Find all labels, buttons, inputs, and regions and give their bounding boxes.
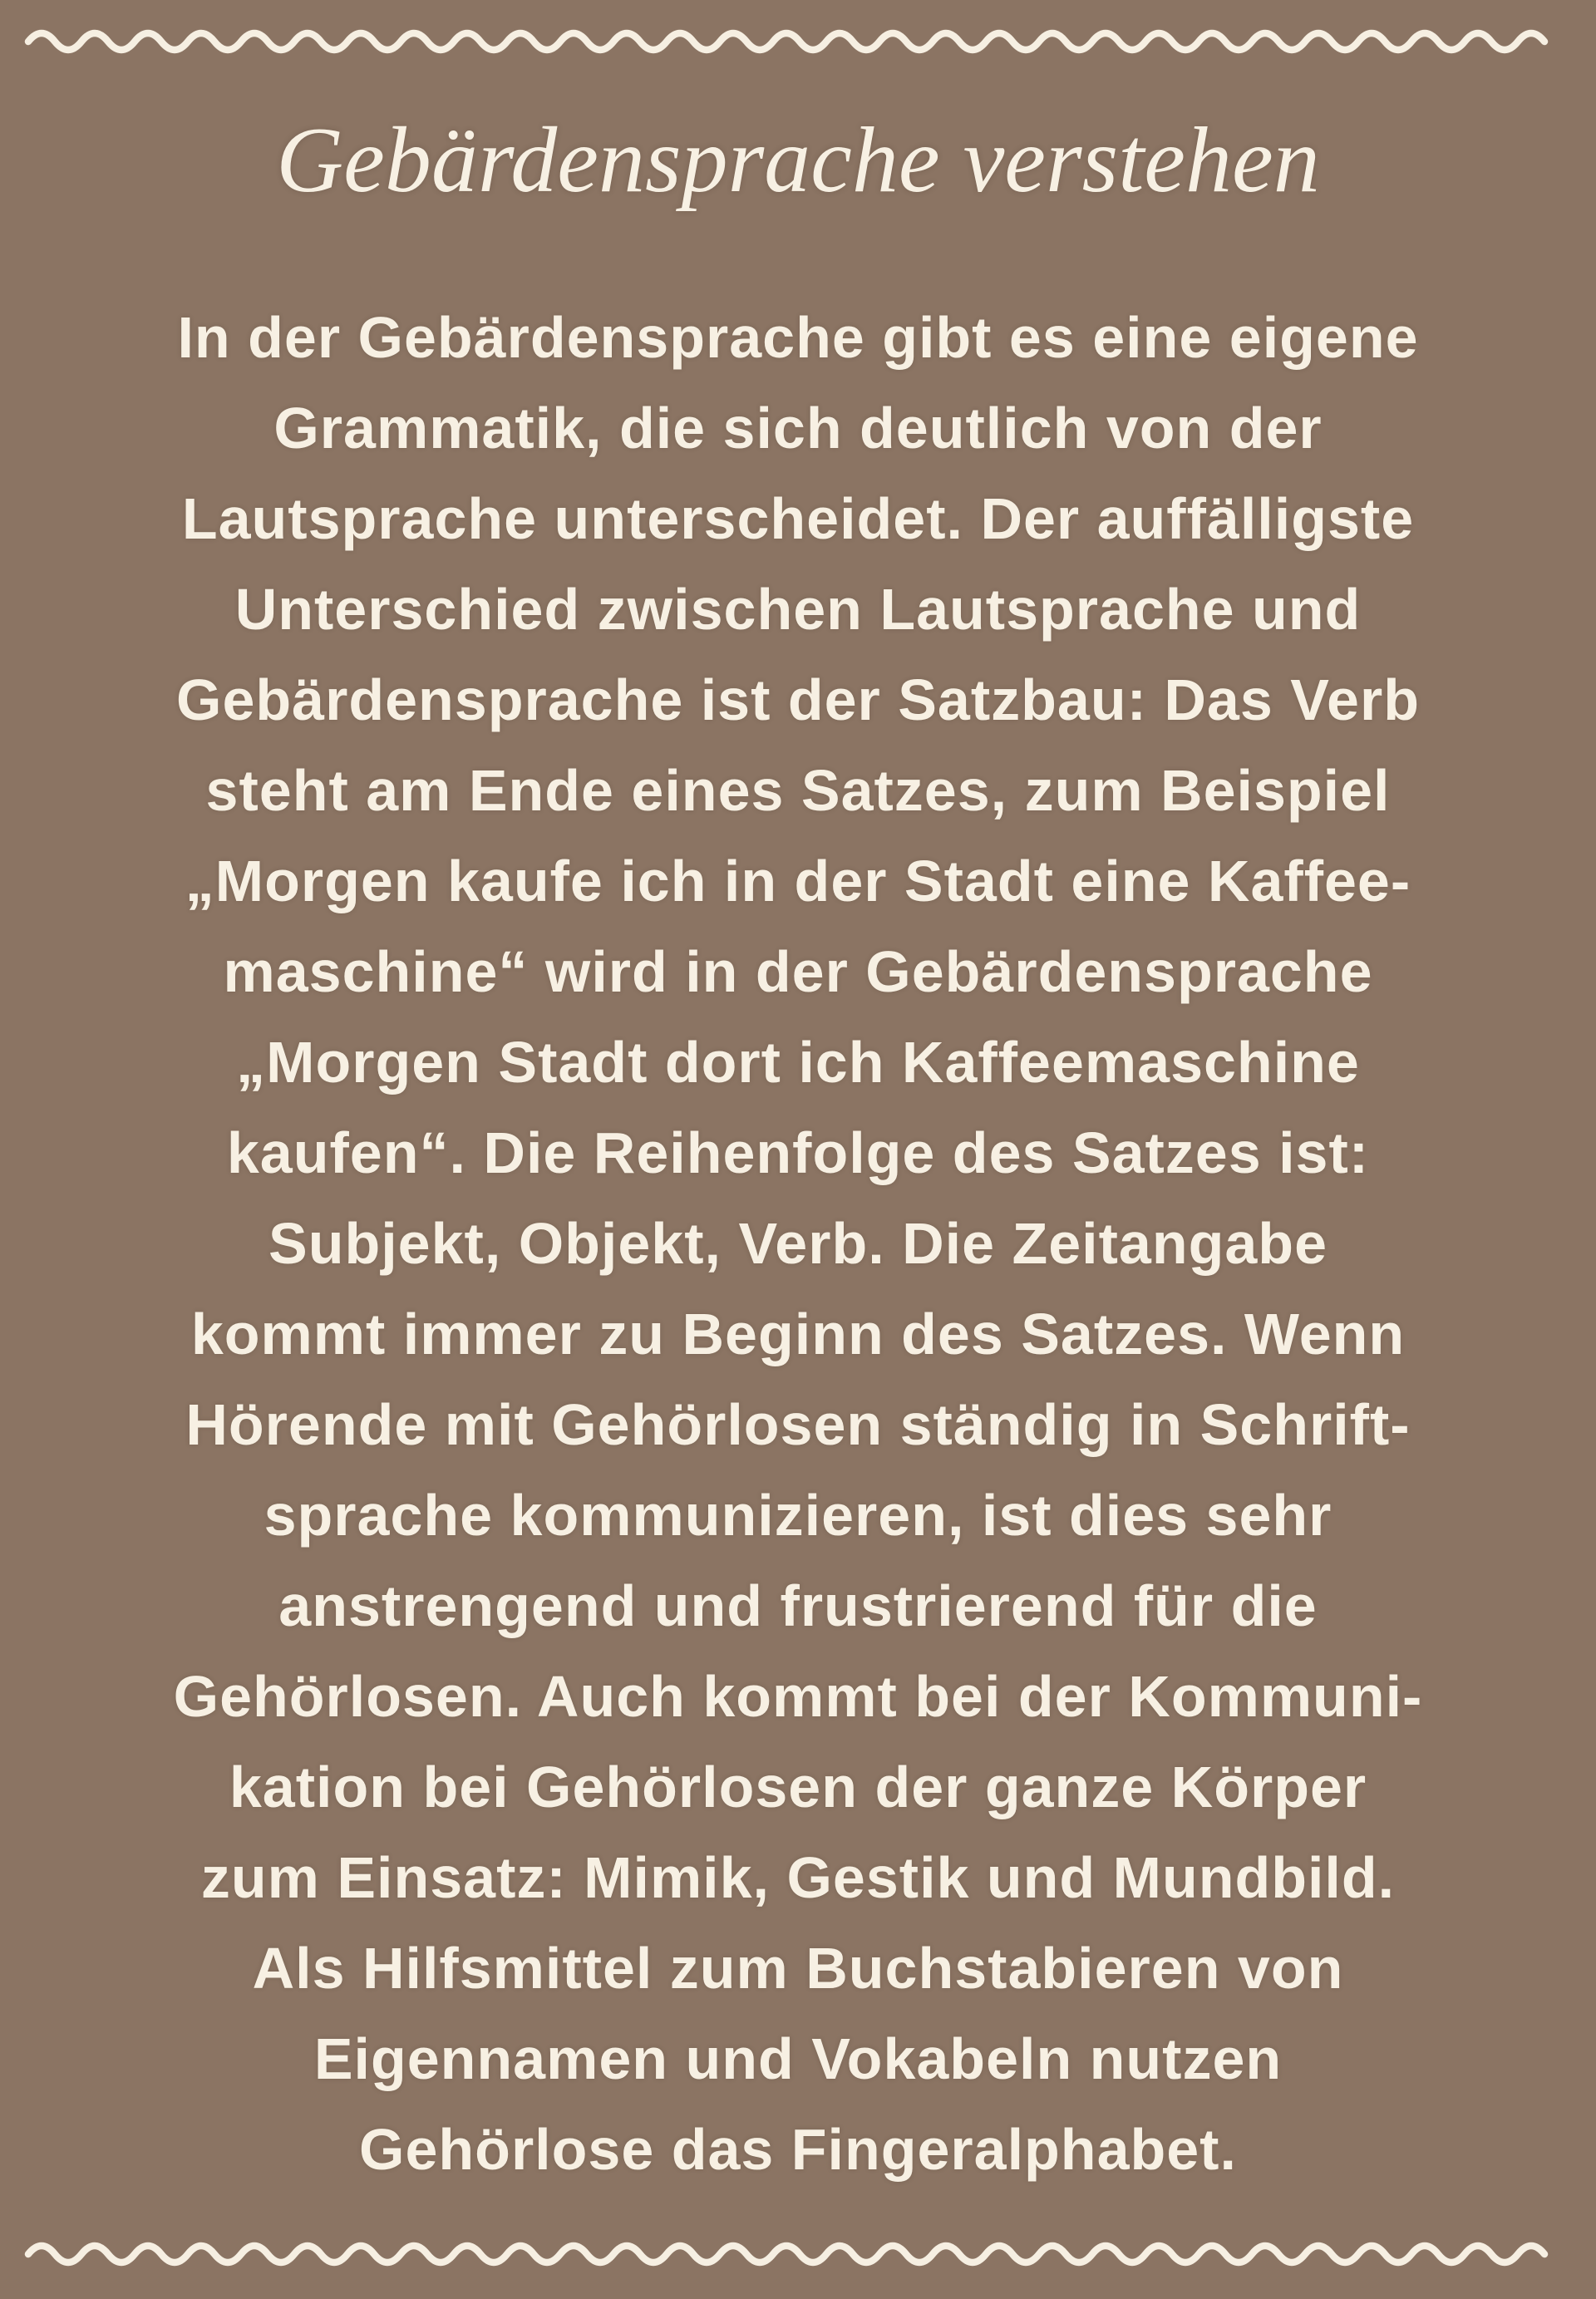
body-line: „Morgen Stadt dort ich Kaffeemaschine [236, 1030, 1360, 1095]
body-line: Unterschied zwischen Lautsprache und [234, 577, 1362, 642]
wavy-divider-bottom-icon [0, 2213, 1596, 2296]
body-line: In der Gebärdensprache gibt es eine eigene [177, 305, 1419, 370]
body-line: Lautsprache unterscheidet. Der auffälligste [181, 486, 1415, 551]
body-line: Eigennamen und Vokabeln nutzen [313, 2026, 1283, 2091]
body-line: kommt immer zu Beginn des Satzes. Wenn [190, 1302, 1406, 1366]
body-line: Gebärdensprache ist der Satzbau: Das Verb [176, 667, 1420, 732]
body-line: kaufen“. Die Reihenfolge des Satzes ist: [226, 1120, 1370, 1185]
body-paragraph [66, 293, 1530, 2195]
body-line: Gehörlose das Fingeralphabet. [359, 2117, 1237, 2182]
body-line: sprache kommunizieren, ist dies sehr [264, 1483, 1332, 1548]
body-line: Gehörlosen. Auch kommt bei der Kommuni- [173, 1664, 1423, 1729]
body-line: Hörende mit Gehörlosen ständig in Schrift- [185, 1392, 1411, 1457]
body-line: maschine“ wird in der Gebärdensprache [223, 939, 1373, 1004]
wavy-divider-top-icon [0, 0, 1596, 83]
body-line: Grammatik, die sich deutlich von der [273, 396, 1323, 460]
body-line: kation bei Gehörlosen der ganze Körper [229, 1755, 1367, 1819]
body-line: zum Einsatz: Mimik, Gestik und Mundbild. [200, 1845, 1396, 1910]
body-line: steht am Ende eines Satzes, zum Beispiel [205, 758, 1391, 823]
body-line: Als Hilfsmittel zum Buchstabieren von [252, 1936, 1344, 2001]
page-title: Gebärdensprache verstehen [276, 109, 1320, 212]
body-line: „Morgen kaufe ich in der Stadt eine Kaffee- [185, 849, 1411, 913]
body-line: Subjekt, Objekt, Verb. Die Zeitangabe [268, 1211, 1328, 1276]
body-line: anstrengend und frustrierend für die [278, 1573, 1318, 1638]
